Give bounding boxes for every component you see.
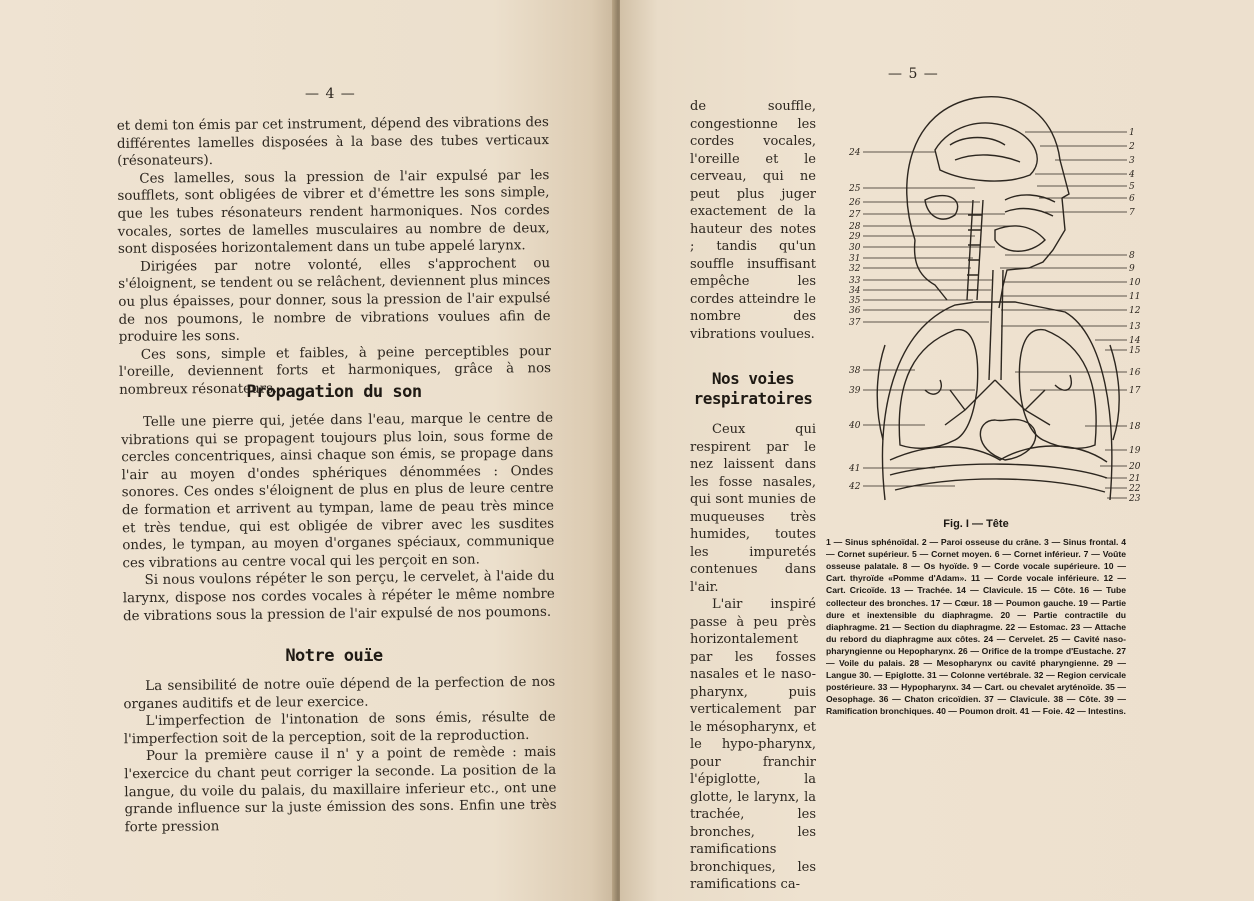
label-36: 36 [849, 306, 861, 316]
label-6: 6 [1129, 194, 1135, 204]
label-19: 19 [1129, 446, 1141, 456]
label-5: 5 [1129, 182, 1135, 192]
label-13: 13 [1129, 322, 1141, 332]
paragraph: La sensibilité de notre ouïe dépend de la perfection de nos organes auditifs et de leur exercice. [123, 674, 556, 712]
left-section-propagation [121, 410, 555, 626]
paragraph: Dirigées par notre volonté, elles s'approchent ou s'éloignent, se tendent ou se relâchent, deviennent plus minces ou plus épaisses, pour donner, sous la pression de l'air expulsé de nos poumons, le nombre de vibrations voulues afin de produire les sons. [118, 255, 551, 346]
page-number-right: — 5 — [888, 66, 939, 82]
label-26: 26 [849, 198, 861, 208]
label-3: 3 [1129, 156, 1135, 166]
label-8: 8 [1129, 251, 1135, 261]
label-30: 30 [849, 243, 861, 253]
left-intro [117, 114, 551, 399]
label-16: 16 [1129, 368, 1141, 378]
paragraph: L'air inspiré passe à peu près horizontalement par les fosses nasales et le naso-pharynx, puis verticalement par le mésopharynx, et le hypo-pharynx, pour franchir l'épiglotte, la glotte, le larynx, la trachée, les bronches, les ramifications bronchiques, les ramifications ca- [690, 597, 816, 892]
label-25: 25 [849, 184, 861, 194]
label-31: 31 [849, 254, 861, 264]
label-10: 10 [1129, 278, 1141, 288]
label-37: 37 [849, 318, 861, 328]
label-27: 27 [849, 210, 861, 220]
page-number-left: — 4 — [305, 86, 356, 102]
label-21: 21 [1129, 474, 1141, 484]
label-32: 32 [849, 264, 861, 274]
label-24: 24 [849, 148, 861, 158]
left-section-ouie [123, 674, 557, 837]
heading-propagation: Propagation du son [246, 382, 422, 402]
label-28: 28 [849, 222, 861, 232]
label-29: 29 [849, 232, 861, 242]
label-33: 33 [849, 276, 861, 286]
label-7: 7 [1129, 208, 1135, 218]
label-22: 22 [1129, 484, 1141, 494]
figure-caption: 1 — Sinus sphénoïdal. 2 — Paroi osseuse du crâne. 3 — Sinus frontal. 4 — Cornet supérieur. 5 — Cornet moyen. 6 — Cornet inférieur. 7 — Voûte osseuse palatale. 8 — Os hyoïde. 9 — Corde vocale supérieure. 10 — Cart. thyroïde «Pomme d'Adam». 11 — Corde vocale inférieure. 12 — Cart. Cricoïde. 13 — Trachée. 14 — Clavicule. 15 — Côte. 16 — Tube collecteur des bronches. 17 — Cœur. 18 — Poumon gauche. 19 — Partie dure et inextensible du diaphragme. 20 — Partie contractile du diaphragme. 21 — Section du diaphragme. 22 — Estomac. 23 — Attache du rebord du diaphragme aux côtes. 24 — Cervelet. 25 — Cavité naso-pharyngienne ou Hepopharynx. 26 — Orifice de la trompe d'Eustache. 27 — Voile du palais. 28 — Mesopharynx ou cavité pharyngienne. 29 — Langue 30. — Epiglotte. 31 — Colonne vertébrale. 32 — Region cervicale postérieure. 33 — Hypopharynx. 34 — Cart. ou chevalet aryténoïde. 35 — Oesophage. 36 — Chaton cricoïdien. 37 — Clavicule. 38 — Côte. 39 — Ramification bronchiques. 40 — Poumon droit. 41 — Foie. 42 — Intestins. [826, 537, 1126, 717]
label-14: 14 [1129, 336, 1141, 346]
label-40: 40 [849, 421, 861, 431]
label-42: 42 [849, 482, 861, 492]
label-2: 2 [1129, 142, 1135, 152]
label-41: 41 [849, 464, 861, 474]
left-page [0, 0, 616, 901]
paragraph: Ceux qui respirent par le nez laissent dans les fosse nasales, qui sont munies de muqueuses très humides, toutes les impuretés contenues dans l'air. [690, 422, 816, 595]
label-39: 39 [849, 386, 861, 396]
label-23: 23 [1129, 494, 1141, 504]
anatomy-illustration [849, 90, 1145, 510]
heading-ouie: Notre ouïe [285, 646, 383, 666]
label-12: 12 [1129, 306, 1141, 316]
label-9: 9 [1129, 264, 1135, 274]
paragraph: L'imperfection de l'intonation de sons émis, résulte de l'imperfection soit de la perception, soit de la reproduction. [123, 709, 556, 748]
paragraph: Telle une pierre qui, jetée dans l'eau, marque le centre de vibrations qui se propagent toujours plus loin, sous forme de cercles concentriques, ainsi chaque son émis, se propage dans l'air au moyen d'ondes sphériques dénommées : Ondes sonores. Ces ondes s'éloignent de plus en plus de leure centre de formation et arrivent au tympan, lame de peau très mince et très tendue, qui est obligée de vibrer avec les susdites ondes, le tympan, au moyen d'organes spéciaux, communique ces vibrations au centre vocal qui les perçoit en son. [121, 410, 555, 572]
label-1: 1 [1129, 128, 1135, 138]
label-20: 20 [1129, 462, 1141, 472]
label-4: 4 [1129, 170, 1135, 180]
paragraph: et demi ton émis par cet instrument, dépend des vibrations des différentes lamelles disposées à la base des tubes verticaux (résonateurs). [116, 115, 550, 170]
paragraph: Ces lamelles, sous la pression de l'air expulsé par les soufflets, sont obligées de vibrer et d'émettre les sons simple, que les tubes résonateurs rendent harmoniques. Nos cordes vocales, sortes de lamelles musculaires au nombre de deux, sont disposées horizontalement dans un tube appelé larynx. [117, 167, 550, 258]
label-34: 34 [849, 286, 861, 296]
label-18: 18 [1129, 422, 1141, 432]
label-38: 38 [849, 366, 861, 376]
label-15: 15 [1129, 346, 1141, 356]
paragraph: Si nous voulons répéter le son perçu, le cervelet, à l'aide du larynx, dispose nos cordes vocales à répéter le même nombre de vibrations sous la pression de l'air expulsé de nos poumons. [122, 569, 555, 624]
paragraph: Pour la première cause il n' y a point de remède : mais l'exercice du chant peut corriger la seconde. La position de la langue, du voile du palais, du maxillaire inferieur etc., ont une grande influence sur la juste émission des sons. Enfin une très forte pression [124, 745, 557, 836]
label-11: 11 [1129, 292, 1141, 302]
heading-voies-respiratoires: Nos voies respiratoires [693, 369, 813, 408]
figure-caption-block [826, 518, 1126, 718]
paragraph: Ces sons, simple et faibles, à peine perceptibles pour l'oreille, deviennent forts et harmoniques, grâce à nos nombreux résonateurs. [118, 343, 552, 398]
label-35: 35 [849, 296, 861, 306]
right-page [620, 0, 1254, 901]
paragraph: de souffle, congestionne les cordes vocales, l'oreille et le cerveau, qui ne peut plus juger exactement de la hauteur des notes ; tandis qu'un souffle insuffisant empêche les cordes atteindre le nombre des vibrations voulues. [690, 99, 816, 342]
label-17: 17 [1129, 386, 1141, 396]
figure-title: Fig. I — Tête [943, 518, 1009, 530]
right-text-column [690, 98, 816, 894]
anatomy-figure [849, 90, 1145, 510]
